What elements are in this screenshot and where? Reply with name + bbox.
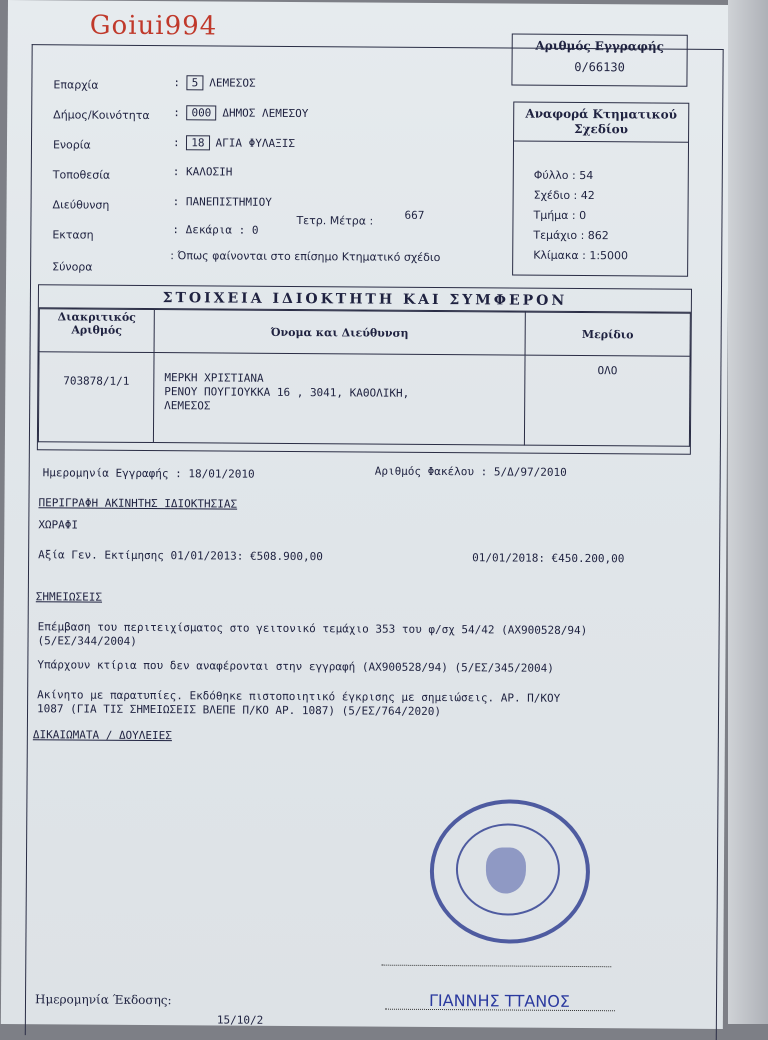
issue-date: 15/10/2 [216,1013,264,1027]
province-value: : 5 ΛΕΜΕΣΟΣ [173,76,256,90]
col-id-line2: Αριθμός [71,323,123,337]
plan-reference-title [514,103,688,143]
plan-scale: Κλίμακα : 1:5000 [533,248,629,263]
boundaries-label: Σύνορα [52,260,93,274]
province-code: 5 [187,75,204,90]
valuation-2013: Αξία Γεν. Εκτίμησης 01/01/2013: €508.900,00 [38,548,323,564]
decares-value: : Δεκάρια : 0 [172,223,259,237]
book-edge [728,0,768,1024]
registration-title: Αριθμός Εγγραφής [535,38,664,54]
rights-heading: ΔΙΚΑΙΩΜΑΤΑ / ΔΟΥΛΕΙΕΣ [32,728,172,743]
handwritten-number: Goiui994 [89,10,218,42]
province-label: Επαρχία [53,78,99,92]
municipality-value: : 000 ΔΗΜΟΣ ΛΕΜΕΣΟΥ [173,106,309,121]
valuation-2018: 01/01/2018: €450.200,00 [472,551,625,566]
note-1-line1: Επέμβαση του περιτειχίσματος στο γειτονικό τεμάχιο 353 του φ/σχ 54/42 (ΑΧ900528/94) [37,620,588,638]
registration-date: Ημερομηνία Εγγραφής : 18/01/2010 [42,466,255,481]
plan-reference-box [512,102,689,277]
property-description-heading: ΠΕΡΙΓΡΑΦΗ ΑΚΙΝΗΤΗΣ ΙΔΙΟΚΤΗΣΙΑΣ [38,496,238,511]
quarter-label: Ενορία [52,138,91,152]
municipality-label: Δήμος/Κοινότητα [53,108,150,122]
locality-label: Τοποθεσία [52,168,111,182]
owner-table [37,284,692,455]
note-3-line2: 1087 (ΓΙΑ ΤΙΣ ΣΗΜΕΙΩΣΕΙΣ ΒΛΕΠΕ Π/ΚΟ ΑΡ. 1087) (5/ΕΣ/764/2020) [37,702,442,719]
registration-number: 0/66130 [574,59,625,75]
quarter-name: ΑΓΙΑ ΦΥΛΑΞΙΣ [215,136,296,151]
address-value: : ΠΑΝΕΠΙΣΤΗΜΙΟΥ [172,195,272,209]
notes-heading: ΣΗΜΕΙΩΣΕΙΣ [35,590,103,604]
col-id-header [39,309,154,353]
col-share-header: Μερίδιο [525,312,690,356]
document-sheet [1,0,730,1029]
official-stamp [429,799,590,944]
plan-parcel: Τεμάχιο : 862 [533,228,609,243]
locality-value: : ΚΑΛΟΣΙΗ [172,165,233,179]
property-type: ΧΩΡΑΦΙ [38,518,79,532]
owner-table-title: ΣΤΟΙΧΕΙΑ ΙΔΙΟΚΤΗΤΗ ΚΑΙ ΣΥΜΦΕΡΟΝ [39,285,691,313]
owner-address-line2: ΛΕΜΕΣΟΣ [164,399,211,413]
note-1-line2: (5/ΕΣ/344/2004) [37,634,137,648]
locality-name: ΚΑΛΟΣΙΗ [186,165,233,179]
owner-name-address [153,353,525,446]
plan-title-line1: Αναφορά Κτηματικού [525,106,678,122]
signatory-name: ΓΙΑΝΝΗΣ ΤΤΑΝΟΣ [428,990,570,1011]
owner-name: ΜΕΡΚΗ ΧΡΙΣΤΙΑΝΑ [164,371,264,385]
extent-label: Εκταση [52,228,94,242]
registration-box [511,34,687,87]
plan-title-line2: Σχεδίου [574,121,629,137]
note-2: Υπάρχουν κτίρια που δεν αναφέρονται στην εγγραφή (ΑΧ900528/94) (5/ΕΣ/345/2004) [37,658,554,675]
sqm-label: Τετρ. Μέτρα : [296,214,374,228]
quarter-code: 18 [186,135,209,150]
province-name: ΛΕΜΕΣΟΣ [209,76,256,90]
file-number: Αριθμός Φακέλου : 5/Δ/97/2010 [374,464,567,479]
municipality-code: 000 [186,105,216,120]
col-id-line1: Διακριτικός [57,310,136,324]
owner-address-line1: ΡΕΝΟΥ ΠΟΥΓΙΟΥΚΚΑ 16 , 3041, ΚΑΘΟΛΙΚΗ, [164,385,410,400]
address-name: ΠΑΝΕΠΙΣΤΗΜΙΟΥ [185,195,272,209]
coat-of-arms-icon [486,847,526,893]
municipality-name: ΔΗΜΟΣ ΛΕΜΕΣΟΥ [222,106,309,121]
boundaries-value: : Όπως φαίνονται στο επίσημο Κτηματικό σχέδιο [170,249,441,265]
owner-id: 703878/1/1 [38,352,154,443]
issue-date-label: Ημερομηνία Έκδοσης: [34,992,172,1008]
owner-share: ΟΛΟ [524,355,690,446]
quarter-value: : 18 ΑΓΙΑ ΦΥΛΑΞΙΣ [172,136,296,151]
sqm-value: 667 [404,208,425,222]
col-name-header: Όνομα και Διεύθυνση [154,310,525,356]
plan-section: Τμήμα : 0 [533,208,587,223]
plan-sheet: Φύλλο : 54 [533,168,594,183]
plan-number: Σχέδιο : 42 [533,188,595,203]
note-3-line1: Ακίνητο με παρατυπίες. Εκδόθηκε πιστοποιητικό έγκρισης με σημειώσεις. ΑΡ. Π/ΚΟΥ [37,688,561,705]
address-label: Διεύθυνση [52,198,110,212]
